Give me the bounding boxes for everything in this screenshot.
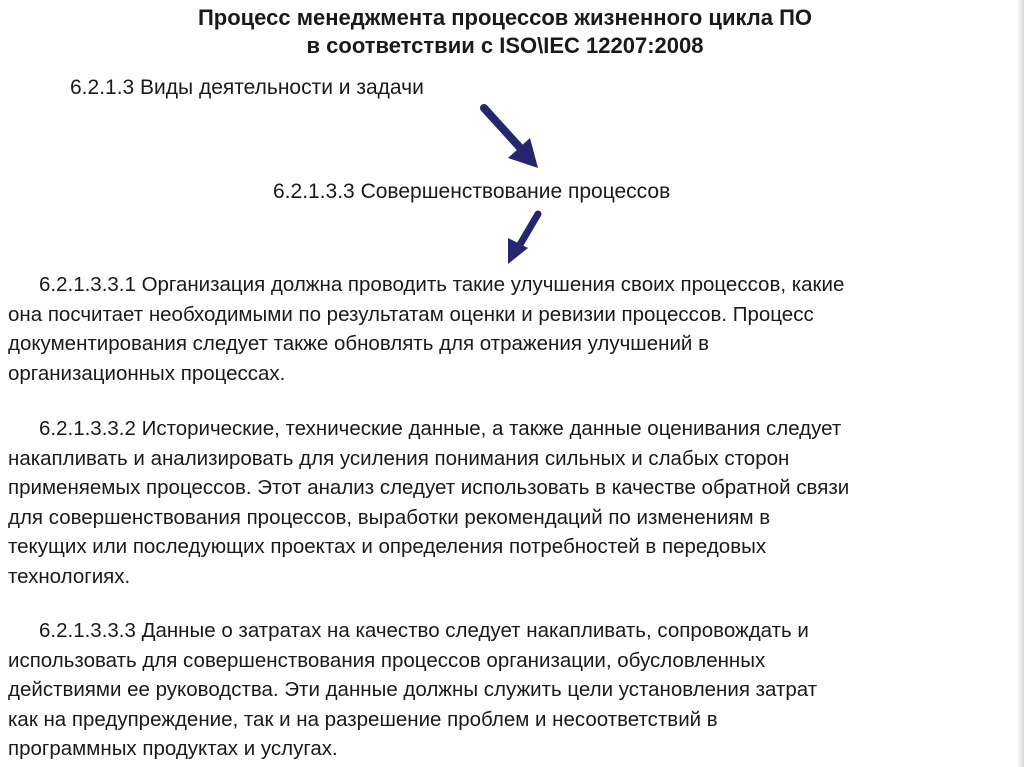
title-line-1: Процесс менеджмента процессов жизненного цикла ПО	[197, 5, 813, 30]
slide-title	[0, 4, 1010, 60]
paragraph-line: технологиях.	[8, 564, 131, 588]
paragraph-line: документирования следует также обновлять для отражения улучшений в	[8, 332, 709, 355]
paragraph-line: накапливать и анализировать для усиления понимания сильных и слабых сторон	[8, 446, 790, 470]
paragraph-line: 6.2.1.3.3.3 Данные о затратах на качество следует накапливать, сопровождать и	[39, 619, 809, 642]
title-line-2: в соответствии с ISO\IEC 12207:2008	[306, 33, 704, 58]
paragraph-line: действиями ее руководства. Эти данные должны служить цели установления затрат	[8, 678, 818, 701]
arrow-down-left-icon	[500, 208, 550, 268]
paragraph-line: как на предупреждение, так и на разрешение проблем и несоответствий в	[8, 707, 718, 731]
slide-edge-shadow	[1017, 0, 1024, 767]
paragraph-6-2-1-3-3-1	[8, 270, 1008, 388]
activity-heading: 6.2.1.3 Виды деятельности и задачи	[70, 76, 424, 99]
paragraph-6-2-1-3-3-2	[8, 414, 1008, 591]
paragraph-line: она посчитает необходимыми по результатам оценки и ревизии процессов. Процесс	[8, 302, 814, 326]
paragraph-line: 6.2.1.3.3.2 Исторические, технические данные, а также данные оценивания следует	[39, 417, 842, 440]
paragraph-6-2-1-3-3-3	[8, 616, 1008, 764]
paragraph-line: организационных процессах.	[8, 361, 286, 385]
paragraph-line: для совершенствования процессов, выработки рекомендаций по изменениям в	[8, 505, 771, 529]
arrow-down-right-icon	[478, 102, 548, 174]
paragraph-line: текущих или последующих проектах и определения потребностей в передовых	[8, 535, 767, 558]
paragraph-line: применяемых процессов. Этот анализ следует использовать в качестве обратной связи	[8, 476, 850, 499]
paragraph-line: 6.2.1.3.3.1 Организация должна проводить такие улучшения своих процессов, какие	[39, 273, 845, 296]
paragraph-line: использовать для совершенствования процессов организации, обусловленных	[8, 648, 766, 672]
subtask-heading: 6.2.1.3.3 Совершенствование процессов	[273, 180, 671, 203]
paragraph-line: программных продуктах и услугах.	[8, 737, 338, 760]
